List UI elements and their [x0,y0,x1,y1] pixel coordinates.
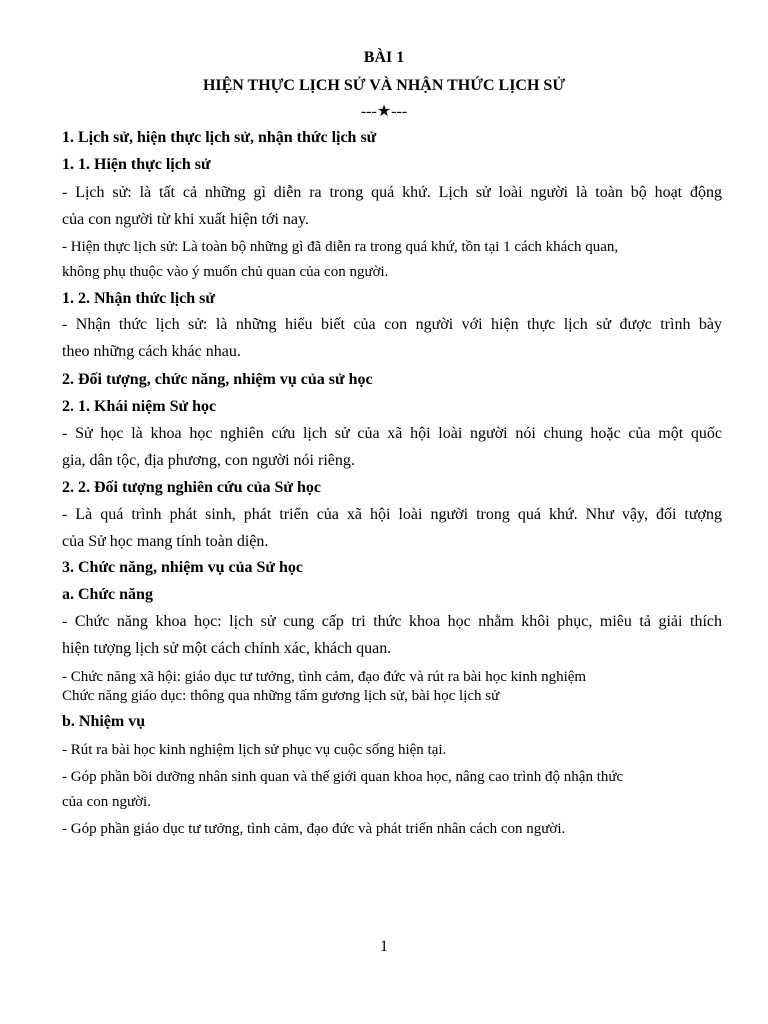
ornament-divider: ---★--- [360,103,408,120]
paragraph-line: - Nhận thức lịch sử: là những hiểu biết của con người với hiện thực lịch sử được trình bày [62,316,722,333]
paragraph-line: theo những cách khác nhau. [62,343,241,360]
lesson-title: BÀI 1 [363,49,405,66]
heading-2-2: 2. 2. Đối tượng nghiên cứu của Sử học [62,479,322,496]
paragraph-line: - Hiện thực lịch sử: Là toàn bộ những gì đã diễn ra trong quá khứ, tồn tại 1 cách khách quan, [62,239,619,255]
paragraph-line: - Chức năng khoa học: lịch sử cung cấp tri thức khoa học nhằm khôi phục, miêu tả giải thích [62,613,722,630]
paragraph-line: hiện tượng lịch sử một cách chính xác, khách quan. [62,640,392,657]
lesson-subtitle: HIỆN THỰC LỊCH SỬ VÀ NHẬN THỨC LỊCH SỬ [202,77,566,94]
paragraph-line: - Góp phần bồi dưỡng nhân sinh quan và thế giới quan khoa học, nâng cao trình độ nhận thức [62,769,624,785]
heading-2: 2. Đối tượng, chức năng, nhiệm vụ của sử học [62,371,373,388]
heading-3: 3. Chức năng, nhiệm vụ của Sử học [62,559,304,576]
paragraph-line: không phụ thuộc vào ý muốn chủ quan của con người. [62,264,389,280]
paragraph-line: - Là quá trình phát sinh, phát triển của xã hội loài người trong quá khứ. Như vậy, đối tượng [62,506,722,523]
page-number: 1 [380,938,388,955]
heading-1-1: 1. 1. Hiện thực lịch sử [62,156,211,173]
heading-1: 1. Lịch sử, hiện thực lịch sử, nhận thức lịch sử [62,129,377,146]
paragraph-line: - Sử học là khoa học nghiên cứu lịch sử của xã hội loài người nói chung hoặc của một quốc [62,425,722,442]
paragraph-line: của con người từ khi xuất hiện tới nay. [62,211,309,228]
heading-3a: a. Chức năng [62,586,153,603]
paragraph-line: Chức năng giáo dục: thông qua những tấm gương lịch sử, bài học lịch sử [62,688,500,704]
heading-2-1: 2. 1. Khái niệm Sử học [62,398,217,415]
heading-3b: b. Nhiệm vụ [62,713,146,730]
paragraph-line: - Rút ra bài học kinh nghiệm lịch sử phục vụ cuộc sống hiện tại. [62,742,447,758]
paragraph-line: - Góp phần giáo dục tư tưởng, tình cảm, đạo đức và phát triển nhân cách con người. [62,821,566,837]
paragraph-line: của con người. [62,794,151,810]
paragraph-line: - Chức năng xã hội: giáo dục tư tưởng, tình cảm, đạo đức và rút ra bài học kinh nghiệm [62,669,587,685]
paragraph-line: của Sử học mang tính toàn diện. [62,533,269,550]
paragraph-line: gia, dân tộc, địa phương, con người nói riêng. [62,452,355,469]
paragraph-line: - Lịch sử: là tất cả những gì diễn ra trong quá khứ. Lịch sử loài người là toàn bộ hoạt động [62,184,722,201]
heading-1-2: 1. 2. Nhận thức lịch sử [62,290,215,307]
